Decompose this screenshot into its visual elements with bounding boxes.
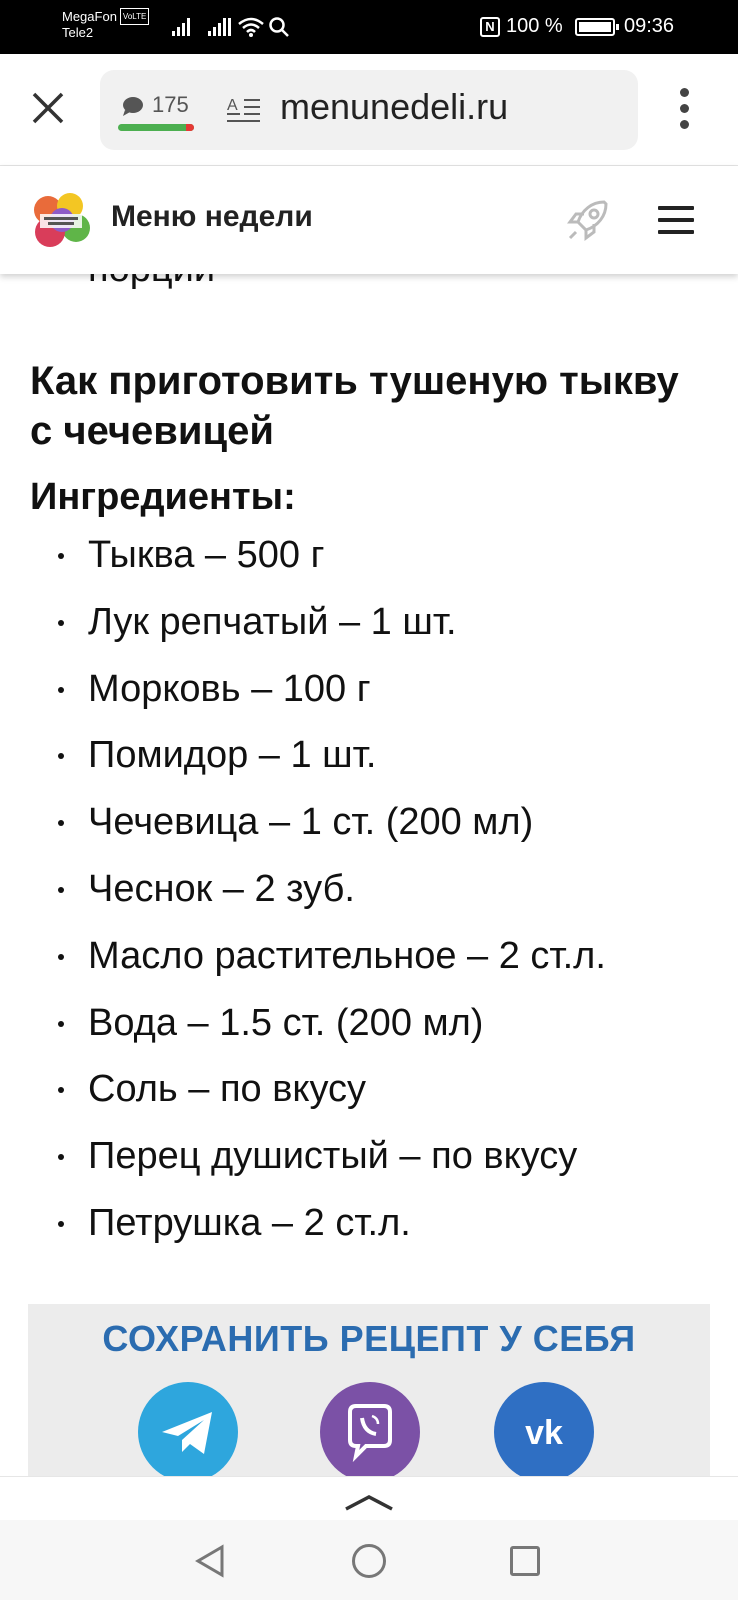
ingredient-item: Тыква – 500 г — [58, 530, 606, 597]
site-header — [0, 166, 738, 274]
save-recipe-title: СОХРАНИТЬ РЕЦЕПТ У СЕБЯ — [102, 1318, 636, 1359]
site-title[interactable]: Меню недели — [111, 200, 313, 233]
ingredient-item: Петрушка – 2 ст.л. — [58, 1198, 606, 1265]
ingredient-item: Вода – 1.5 ст. (200 мл) — [58, 998, 606, 1065]
nfc-icon: N — [480, 17, 500, 37]
carrier-name-2: Tele2 — [62, 25, 94, 40]
ingredient-item: Соль – по вкусу — [58, 1064, 606, 1131]
comment-count: 175 — [152, 92, 189, 117]
carrier-name-1: MegaFon — [62, 9, 117, 24]
hamburger-icon[interactable] — [658, 206, 694, 234]
chevron-up-icon[interactable] — [342, 1491, 396, 1513]
telegram-icon — [138, 1382, 238, 1482]
viber-icon — [320, 1382, 420, 1482]
rocket-icon[interactable] — [564, 196, 612, 244]
volte-badge: VoLTE — [120, 8, 149, 25]
site-logo[interactable] — [30, 190, 92, 252]
recipe-title: Как приготовить тушеную тыкву с чечевицей — [30, 359, 679, 453]
status-bar — [0, 0, 738, 54]
recent-apps-icon[interactable] — [510, 1546, 540, 1576]
ingredient-item: Чеснок – 2 зуб. — [58, 864, 606, 931]
comment-rating-bar — [118, 124, 194, 131]
ingredient-item: Перец душистый – по вкусу — [58, 1131, 606, 1198]
home-icon[interactable] — [352, 1544, 386, 1578]
ingredient-item: Морковь – 100 г — [58, 664, 606, 731]
svg-text:vk: vk — [525, 1414, 563, 1452]
search-icon — [268, 16, 290, 38]
comments-button[interactable] — [118, 88, 194, 130]
more-vert-icon[interactable] — [672, 86, 696, 132]
signal-icon-1 — [172, 18, 192, 36]
ingredient-item: Лук репчатый – 1 шт. — [58, 597, 606, 664]
battery-percent: 100 % — [506, 15, 563, 37]
telegram-share-button[interactable] — [138, 1382, 238, 1482]
vk-share-button[interactable] — [494, 1382, 594, 1482]
ingredient-item: Масло растительное – 2 ст.л. — [58, 931, 606, 998]
wifi-icon — [238, 16, 264, 38]
comment-icon — [122, 96, 144, 116]
svg-text:A: A — [227, 97, 238, 114]
reader-mode-icon[interactable] — [226, 96, 262, 126]
status-time: 09:36 — [624, 15, 675, 37]
save-recipe-block — [28, 1304, 710, 1490]
battery-icon — [575, 18, 615, 36]
signal-icon-2 — [208, 18, 232, 36]
back-icon[interactable] — [194, 1544, 226, 1578]
viber-share-button[interactable] — [320, 1382, 420, 1482]
ingredient-item: Чечевица – 1 ст. (200 мл) — [58, 797, 606, 864]
system-nav-bar — [0, 1520, 738, 1600]
carrier-info — [62, 8, 149, 40]
ingredient-item: Помидор – 1 шт. — [58, 730, 606, 797]
address-bar[interactable] — [100, 70, 638, 150]
url-text[interactable]: menunedeli.ru — [280, 86, 509, 127]
ingredients-list — [58, 530, 606, 1265]
browser-toolbar — [0, 54, 738, 166]
close-icon[interactable] — [28, 88, 68, 128]
ingredients-heading: Ингредиенты: — [30, 476, 296, 518]
vk-icon — [494, 1382, 594, 1482]
